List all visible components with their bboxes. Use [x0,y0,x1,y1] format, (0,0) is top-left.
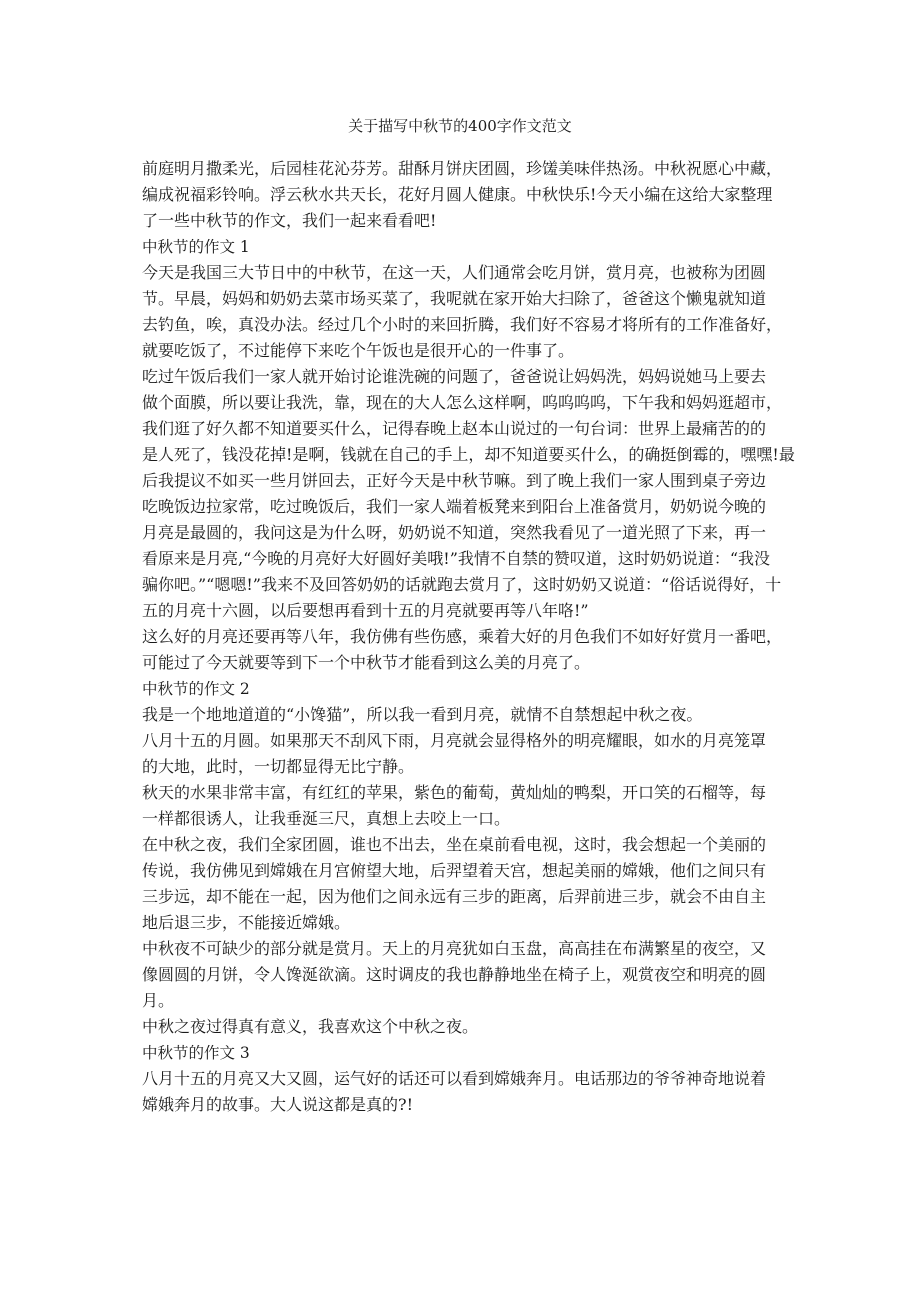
text-line: 可能过了今天就要等到下一个中秋节才能看到这么美的月亮了。 [142,653,591,672]
text-line: 前庭明月撒柔光，后园桂花沁芬芳。甜酥月饼庆团圆，珍馐美味伴热汤。中秋祝愿心中藏， [142,159,783,178]
text-line: 嫦娥奔月的故事。大人说这都是真的?! [142,1095,414,1114]
text-line: 我是一个地地道道的“小馋猫”，所以我一看到月亮，就情不自禁想起中秋之夜。 [142,705,703,724]
text-line: 节。早晨，妈妈和奶奶去菜市场买菜了，我呢就在家开始大扫除了，爸爸这个懒鬼就知道 [142,289,767,308]
text-line: 三步远，却不能在一起，因为他们之间永远有三步的距离，后羿前进三步，就会不由自主 [142,887,767,906]
text-line: 的大地，此时，一切都显得无比宁静。 [142,757,415,776]
text-line: 看原来是月亮,“今晚的月亮好大好圆好美哦!”我情不自禁的赞叹道，这时奶奶说道：“我没 [142,549,771,568]
text-line: 八月十五的月圆。如果那天不刮风下雨，月亮就会显得格外的明亮耀眼，如水的月亮笼罩 [142,731,767,750]
text-line: 了一些中秋节的作文，我们一起来看看吧! [142,211,437,230]
section-heading-1: 中秋节的作文 1 [142,238,250,256]
text-line: 八月十五的月亮又大又圆，运气好的话还可以看到嫦娥奔月。电话那边的爷爷神奇地说着 [142,1069,767,1088]
text-line: 做个面膜，所以要让我洗，靠，现在的大人怎么这样啊，呜呜呜呜，下午我和妈妈逛超市， [142,393,783,412]
text-line: 今天是我国三大节日中的中秋节，在这一天，人们通常会吃月饼，赏月亮，也被称为团圆 [142,263,767,282]
text-line: 月亮是最圆的，我问这是为什么呀，奶奶说不知道，突然我看见了一道光照了下来，再一 [142,523,767,542]
text-line: 我们逛了好久都不知道要买什么，记得春晚上赵本山说过的一句台词：世界上最痛苦的的 [142,419,767,438]
text-line: 月。 [142,991,175,1010]
text-line: 吃晚饭边拉家常，吃过晚饭后，我们一家人端着板凳来到阳台上准备赏月，奶奶说今晚的 [142,497,767,516]
section-heading-3: 中秋节的作文 3 [142,1044,250,1062]
text-line: 骗你吧。”“嗯嗯!”我来不及回答奶奶的话就跑去赏月了，这时奶奶又说道：“俗话说得好，十 [142,575,782,594]
text-line: 中秋之夜过得真有意义，我喜欢这个中秋之夜。 [142,1017,479,1036]
text-line: 后我提议不如买一些月饼回去，正好今天是中秋节嘛。到了晚上我们一家人围到桌子旁边 [142,471,767,490]
text-line: 一样都很诱人，让我垂涎三尺，真想上去咬上一口。 [142,809,511,828]
text-line: 编成祝福彩铃响。浮云秋水共天长，花好月圆人健康。中秋快乐!今天小编在这给大家整理 [142,185,773,204]
text-line: 这么好的月亮还要再等八年，我仿佛有些伤感，乘着大好的月色我们不如好好赏月一番吧， [142,627,783,646]
text-line: 在中秋之夜，我们全家团圆，谁也不出去，坐在桌前看电视，这时，我会想起一个美丽的 [142,835,767,854]
text-line: 中秋夜不可缺少的部分就是赏月。天上的月亮犹如白玉盘，高高挂在布满繁星的夜空，又 [142,939,767,958]
text-line: 是人死了，钱没花掉!是啊，钱就在自己的手上，却不知道要买什么，的确挺倒霉的，嘿嘿!最 [142,445,795,464]
document-body [142,156,795,1118]
text-line: 像圆圆的月饼，令人馋涎欲滴。这时调皮的我也静静地坐在椅子上，观赏夜空和明亮的圆 [142,965,767,984]
section-heading-2: 中秋节的作文 2 [142,680,250,698]
text-line: 五的月亮十六圆，以后要想再看到十五的月亮就要再等八年咯!” [142,601,589,620]
document-title: 关于描写中秋节的400字作文范文 [348,117,572,135]
text-line: 秋天的水果非常丰富，有红红的苹果，紫色的葡萄，黄灿灿的鸭梨，开口笑的石榴等，每 [142,783,767,802]
text-line: 就要吃饭了，不过能停下来吃个午饭也是很开心的一件事了。 [142,341,575,360]
text-line: 吃过午饭后我们一家人就开始讨论谁洗碗的问题了，爸爸说让妈妈洗，妈妈说她马上要去 [142,367,767,386]
text-line: 去钓鱼，唉，真没办法。经过几个小时的来回折腾，我们好不容易才将所有的工作准备好， [142,315,783,334]
text-line: 地后退三步，不能接近嫦娥。 [142,913,351,932]
text-line: 传说，我仿佛见到嫦娥在月宫俯望大地，后羿望着天宫，想起美丽的嫦娥，他们之间只有 [142,861,767,880]
